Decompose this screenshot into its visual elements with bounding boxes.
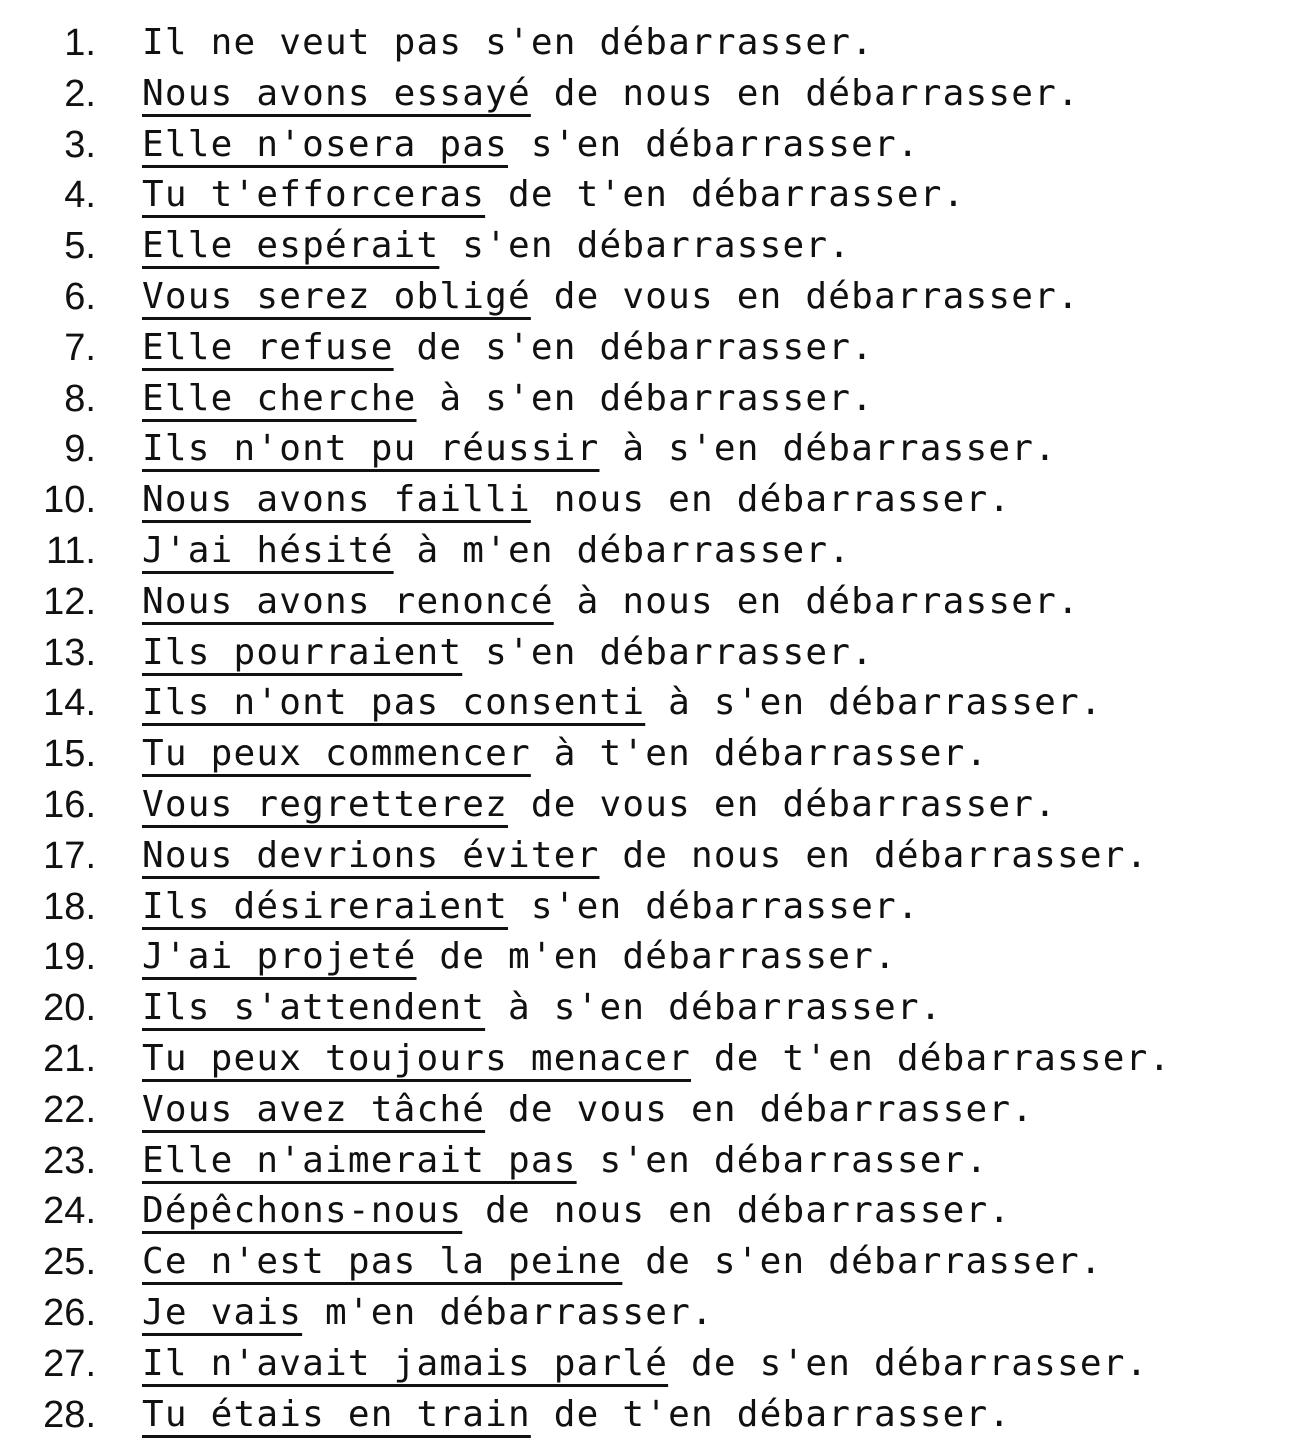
underlined-phrase: J'ai hésité — [142, 529, 394, 571]
underlined-phrase: Ils désireraient — [142, 885, 508, 927]
sentence — [142, 678, 1103, 729]
list-item — [0, 1034, 1310, 1085]
list-item — [0, 678, 1310, 729]
sentence — [142, 475, 1011, 526]
sentence-rest: de nous en débarrasser. — [462, 1190, 1012, 1232]
item-number: 12. — [43, 580, 96, 623]
sentence — [142, 221, 851, 272]
underlined-phrase: Ce n'est pas la peine — [142, 1241, 623, 1283]
item-number: 3. — [64, 123, 96, 166]
list-item — [0, 983, 1310, 1034]
sentence-rest: de vous en débarrasser. — [530, 275, 1080, 317]
underlined-phrase: Nous devrions éviter — [142, 834, 600, 876]
underlined-phrase: Tu peux commencer — [142, 733, 531, 775]
sentence — [142, 1186, 1011, 1237]
item-number: 11. — [45, 529, 96, 572]
sentence — [142, 1237, 1103, 1288]
item-number: 15. — [43, 733, 96, 776]
list-item — [0, 577, 1310, 628]
underlined-phrase: Ils n'ont pas consenti — [142, 682, 646, 724]
sentence — [142, 69, 1080, 120]
item-number: 22. — [43, 1088, 96, 1131]
sentence — [142, 1136, 988, 1187]
underlined-phrase: Ils s'attendent — [142, 987, 486, 1029]
sentence — [142, 18, 874, 69]
sentence — [142, 577, 1080, 628]
sentence-rest: à s'en débarrasser. — [645, 682, 1103, 724]
underlined-phrase: Vous serez obligé — [142, 275, 531, 317]
sentence-rest: à s'en débarrasser. — [416, 377, 874, 419]
underlined-phrase: J'ai projeté — [142, 936, 417, 978]
sentence — [142, 882, 920, 933]
item-number: 25. — [43, 1241, 96, 1284]
list-item — [0, 831, 1310, 882]
sentence-rest: de t'en débarrasser. — [530, 1393, 1012, 1435]
sentence-rest: m'en débarrasser. — [302, 1291, 714, 1333]
list-item — [0, 932, 1310, 983]
list-item — [0, 729, 1310, 780]
sentence-rest: s'en débarrasser. — [462, 631, 874, 673]
sentence — [142, 1288, 714, 1339]
item-number: 8. — [64, 377, 96, 420]
item-number: 9. — [64, 428, 96, 471]
sentence-rest: de vous en débarrasser. — [507, 783, 1057, 825]
sentence — [142, 1390, 1011, 1441]
sentence-rest: s'en débarrasser. — [439, 225, 852, 267]
list-item — [0, 1390, 1310, 1441]
list-item — [0, 780, 1310, 831]
item-number: 16. — [43, 783, 96, 826]
item-number: 23. — [43, 1139, 96, 1182]
item-number: 26. — [43, 1291, 96, 1334]
list-item — [0, 526, 1310, 577]
sentence-rest: à t'en débarrasser. — [530, 733, 989, 775]
list-item — [0, 628, 1310, 679]
underlined-phrase: Elle n'aimerait pas — [142, 1139, 577, 1181]
sentence-rest: nous en débarrasser. — [530, 479, 1012, 521]
sentence-rest: à s'en débarrasser. — [599, 428, 1057, 470]
list-item — [0, 1237, 1310, 1288]
underlined-phrase: Elle cherche — [142, 377, 417, 419]
sentence-rest: de nous en débarrasser. — [530, 72, 1080, 114]
exercise-list — [0, 18, 1310, 1440]
list-item — [0, 120, 1310, 171]
sentence-rest: s'en débarrasser. — [576, 1139, 989, 1181]
sentence — [142, 120, 920, 171]
sentence-rest: de s'en débarrasser. — [622, 1241, 1103, 1283]
list-item — [0, 221, 1310, 272]
sentence — [142, 1085, 1034, 1136]
sentence-rest: s'en débarrasser. — [507, 123, 920, 165]
item-number: 1. — [64, 22, 96, 64]
sentence-rest: à s'en débarrasser. — [485, 987, 943, 1029]
item-number: 4. — [64, 174, 96, 217]
sentence — [142, 526, 851, 577]
underlined-phrase: Vous regretterez — [142, 783, 508, 825]
item-number: 21. — [43, 1037, 96, 1080]
sentence — [142, 424, 1057, 475]
list-item — [0, 18, 1310, 69]
sentence-rest: s'en débarrasser. — [507, 885, 920, 927]
list-item — [0, 882, 1310, 933]
list-item — [0, 69, 1310, 120]
underlined-phrase: Vous avez tâché — [142, 1088, 486, 1130]
sentence — [142, 729, 988, 780]
list-item — [0, 1186, 1310, 1237]
underlined-phrase: Tu peux toujours menacer — [142, 1037, 691, 1079]
underlined-phrase: Nous avons essayé — [142, 72, 531, 114]
sentence — [142, 1034, 1171, 1085]
underlined-phrase: Tu t'efforceras — [142, 174, 486, 216]
item-number: 27. — [43, 1342, 96, 1385]
item-number: 5. — [64, 225, 96, 268]
list-item — [0, 475, 1310, 526]
underlined-phrase: Tu étais en train — [142, 1393, 531, 1435]
underlined-phrase: Ils pourraient — [142, 631, 463, 673]
list-item — [0, 170, 1310, 221]
list-item — [0, 424, 1310, 475]
underlined-phrase: Elle refuse — [142, 326, 394, 368]
list-item — [0, 1288, 1310, 1339]
underlined-phrase: Nous avons renoncé — [142, 580, 554, 622]
sentence — [142, 323, 874, 374]
item-number: 19. — [43, 936, 96, 979]
list-item — [0, 374, 1310, 425]
list-item — [0, 323, 1310, 374]
sentence — [142, 831, 1148, 882]
underlined-phrase: Ils n'ont pu réussir — [142, 428, 600, 470]
item-number: 28. — [43, 1393, 96, 1436]
item-number: 20. — [43, 987, 96, 1030]
sentence — [142, 780, 1057, 831]
sentence-rest: de vous en débarrasser. — [485, 1088, 1035, 1130]
sentence-rest: de m'en débarrasser. — [416, 936, 897, 978]
list-item — [0, 1085, 1310, 1136]
item-number: 7. — [64, 326, 96, 369]
sentence — [142, 1339, 1148, 1390]
sentence-rest: de t'en débarrasser. — [485, 174, 966, 216]
sentence — [142, 170, 965, 221]
list-item — [0, 272, 1310, 323]
underlined-phrase: Il n'avait jamais parlé — [142, 1342, 669, 1384]
underlined-phrase: Nous avons failli — [142, 479, 531, 521]
sentence-rest: à m'en débarrasser. — [393, 529, 852, 571]
sentence — [142, 272, 1080, 323]
item-number: 13. — [43, 631, 96, 674]
sentence-rest: Il ne veut pas s'en débarrasser. — [142, 22, 874, 63]
item-number: 6. — [64, 275, 96, 318]
underlined-phrase: Elle n'osera pas — [142, 123, 508, 165]
item-number: 18. — [43, 885, 96, 928]
sentence — [142, 374, 874, 425]
item-number: 2. — [64, 72, 96, 115]
item-number: 10. — [43, 479, 96, 522]
underlined-phrase: Je vais — [142, 1291, 303, 1333]
item-number: 14. — [43, 682, 96, 725]
item-number: 17. — [43, 834, 96, 877]
sentence — [142, 932, 897, 983]
list-item — [0, 1339, 1310, 1390]
sentence-rest: de s'en débarrasser. — [393, 326, 874, 368]
underlined-phrase: Dépêchons-nous — [142, 1190, 463, 1232]
sentence-rest: de nous en débarrasser. — [599, 834, 1149, 876]
sentence-rest: de s'en débarrasser. — [668, 1342, 1149, 1384]
sentence-rest: à nous en débarrasser. — [553, 580, 1080, 622]
item-number: 24. — [43, 1190, 96, 1233]
sentence — [142, 628, 874, 679]
underlined-phrase: Elle espérait — [142, 225, 440, 267]
sentence — [142, 983, 943, 1034]
list-item — [0, 1136, 1310, 1187]
sentence-rest: de t'en débarrasser. — [690, 1037, 1172, 1079]
